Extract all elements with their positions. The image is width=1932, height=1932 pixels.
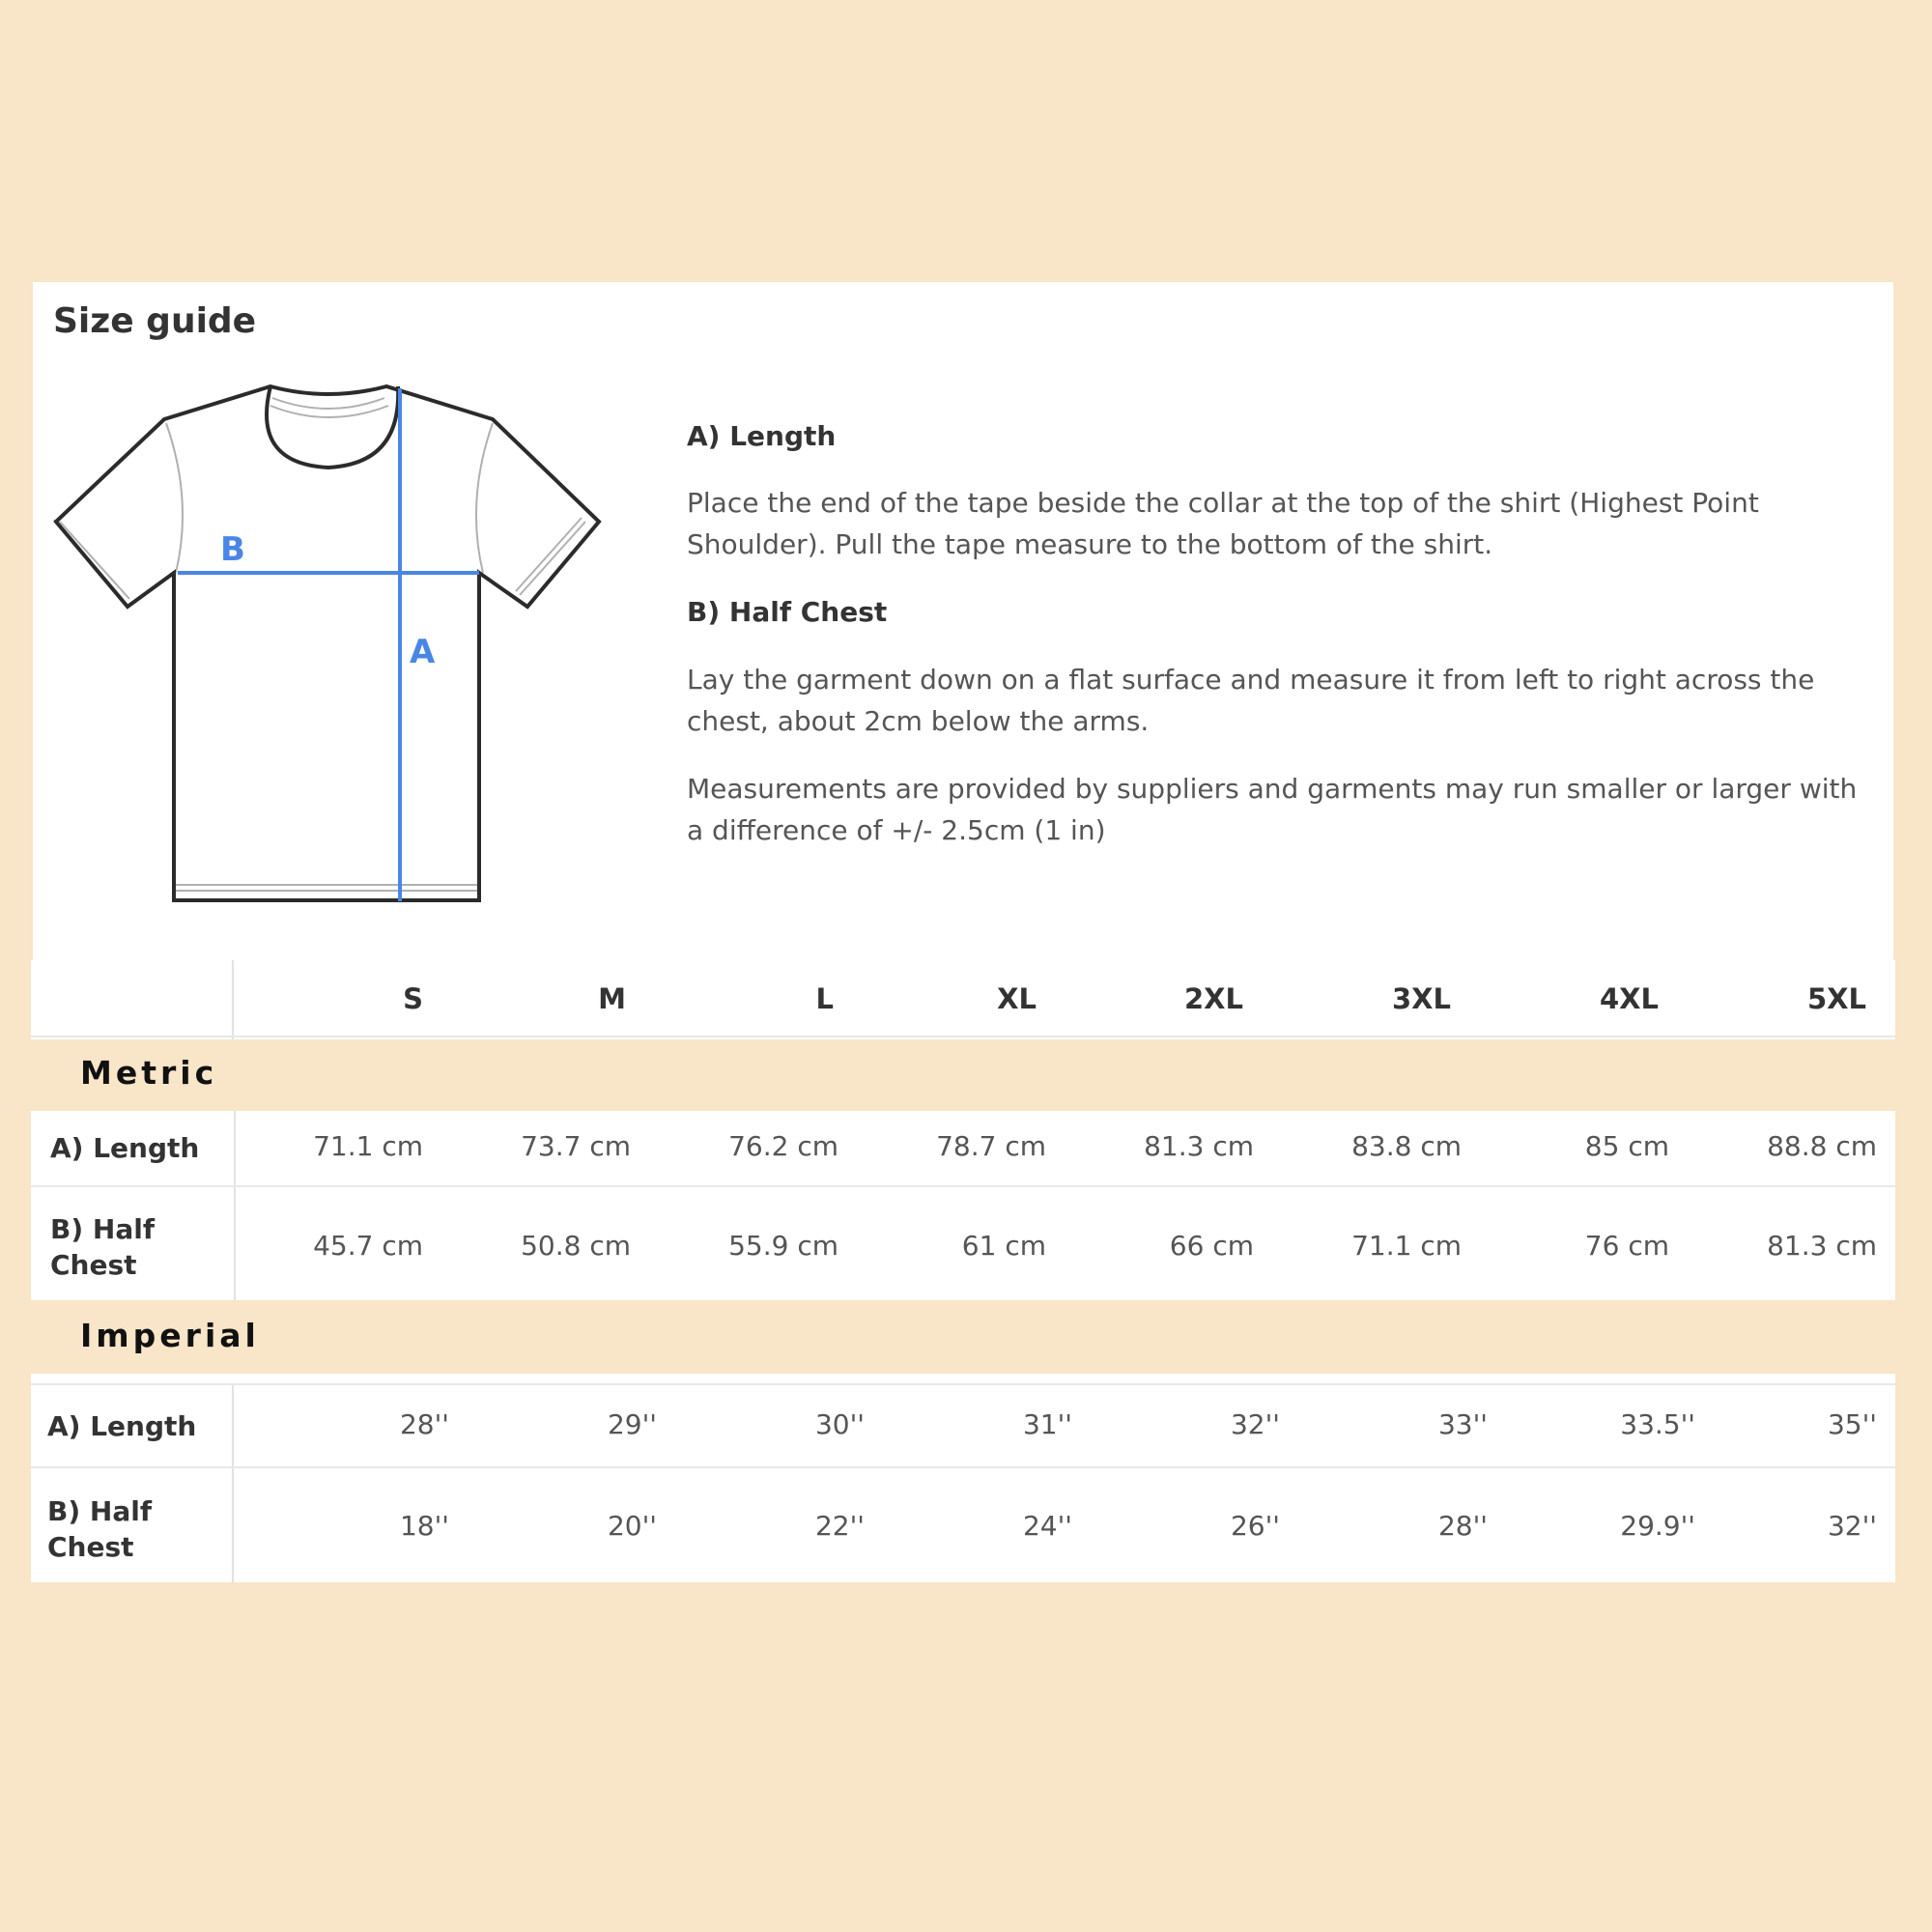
table-cell: 18'' xyxy=(399,1510,449,1542)
table-cell: 32'' xyxy=(1230,1408,1280,1440)
imperial-chest-label xyxy=(47,1493,241,1565)
table-cell: 71.1 cm xyxy=(1351,1230,1462,1262)
imperial-chest-label-line1: B) Half xyxy=(47,1495,152,1527)
length-heading: A) Length xyxy=(687,420,837,452)
size-header-4xl: 4XL xyxy=(1599,982,1659,1015)
chest-text: Lay the garment down on a flat surface and measure it from left to right across the chest, about 2cm below the arms. xyxy=(687,664,1815,737)
table-cell: 30'' xyxy=(814,1408,865,1440)
size-header-m: M xyxy=(598,982,626,1015)
imperial-length-label: A) Length xyxy=(47,1410,197,1442)
length-text: Place the end of the tape beside the collar at the top of the shirt (Highest Point Shoulder). Pull the tape measure to the bottom of the shirt. xyxy=(687,487,1759,560)
table-cell: 50.8 cm xyxy=(521,1230,631,1262)
imperial-table xyxy=(31,1374,1895,1582)
table-cell: 31'' xyxy=(1022,1408,1072,1440)
table-cell: 28'' xyxy=(399,1408,449,1440)
table-cell: 81.3 cm xyxy=(1144,1130,1254,1162)
table-cell: 61 cm xyxy=(961,1230,1046,1262)
table-cell: 26'' xyxy=(1230,1510,1280,1542)
table-cell: 22'' xyxy=(814,1510,865,1542)
size-header-5xl: 5XL xyxy=(1806,982,1866,1015)
label-a: A xyxy=(410,633,436,671)
table-cell: 35'' xyxy=(1827,1408,1877,1440)
imperial-section-label: Imperial xyxy=(80,1317,260,1354)
table-cell: 81.3 cm xyxy=(1767,1230,1877,1262)
table-cell: 76 cm xyxy=(1584,1230,1669,1262)
table-cell: 29'' xyxy=(607,1408,657,1440)
table-cell: 73.7 cm xyxy=(521,1130,631,1162)
measurement-note: Measurements are provided by suppliers and garments may run smaller or larger with a difference of +/- 2.5cm (1 in) xyxy=(687,773,1858,846)
chest-heading: B) Half Chest xyxy=(687,596,888,628)
size-header-2xl: 2XL xyxy=(1183,982,1243,1015)
imperial-chest-label-line2: Chest xyxy=(47,1531,134,1563)
table-cell: 78.7 cm xyxy=(936,1130,1046,1162)
table-cell: 29.9'' xyxy=(1620,1510,1695,1542)
size-header-row xyxy=(31,960,1895,1039)
page-title: Size guide xyxy=(53,301,257,341)
table-cell: 71.1 cm xyxy=(313,1130,423,1162)
metric-table xyxy=(31,1111,1895,1300)
table-cell: 83.8 cm xyxy=(1351,1130,1462,1162)
label-b: B xyxy=(220,530,245,569)
table-cell: 33'' xyxy=(1437,1408,1488,1440)
table-cell: 33.5'' xyxy=(1620,1408,1695,1440)
table-cell: 45.7 cm xyxy=(313,1230,423,1262)
size-header-3xl: 3XL xyxy=(1391,982,1451,1015)
tshirt-diagram xyxy=(48,375,609,916)
table-cell: 85 cm xyxy=(1584,1130,1669,1162)
metric-chest-label xyxy=(50,1211,243,1283)
table-cell: 28'' xyxy=(1437,1510,1488,1542)
table-cell: 20'' xyxy=(607,1510,657,1542)
size-header-xl: XL xyxy=(997,982,1037,1015)
measurement-instructions xyxy=(687,415,1875,877)
metric-chest-label-line2: Chest xyxy=(50,1249,137,1281)
table-cell: 55.9 cm xyxy=(728,1230,838,1262)
table-cell: 76.2 cm xyxy=(728,1130,838,1162)
table-cell: 88.8 cm xyxy=(1767,1130,1877,1162)
table-cell: 66 cm xyxy=(1169,1230,1254,1262)
metric-section-label: Metric xyxy=(80,1054,218,1092)
table-cell: 24'' xyxy=(1022,1510,1072,1542)
metric-chest-label-line1: B) Half xyxy=(50,1213,155,1245)
size-header-s: S xyxy=(403,982,423,1015)
size-header-l: L xyxy=(815,982,834,1015)
table-cell: 32'' xyxy=(1827,1510,1877,1542)
metric-length-label: A) Length xyxy=(50,1132,200,1164)
